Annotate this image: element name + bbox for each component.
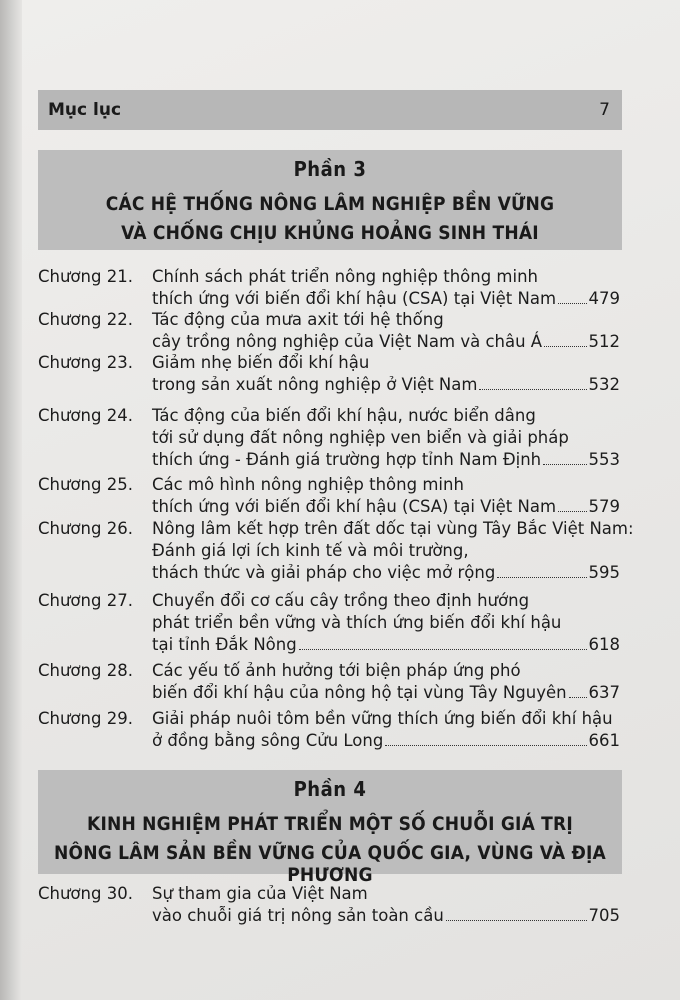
part-3-label: Phần 3: [293, 157, 367, 181]
chapter-title-line: ở đồng bằng sông Cửu Long: [152, 731, 384, 750]
chapter-number: Chương 29.: [38, 709, 133, 728]
chapter-title-line: Chuyển đổi cơ cấu cây trồng theo định hướng: [152, 591, 530, 610]
part-3-title-line-2: VÀ CHỐNG CHỊU KHỦNG HOẢNG SINH THÁI: [121, 222, 539, 244]
chapter-title-last-line: [152, 449, 620, 471]
chapter-title-line: Giảm nhẹ biến đổi khí hậu: [152, 353, 370, 372]
dot-leader: [569, 682, 587, 698]
header-title: Mục lục: [48, 100, 122, 120]
part-4-label: Phần 4: [293, 777, 367, 801]
book-spine-edge: [0, 0, 22, 1000]
chapter-title-line: cây trồng nông nghiệp của Việt Nam và châu Á: [152, 332, 543, 351]
chapter-title: [152, 590, 620, 656]
page-number: 7: [599, 100, 610, 120]
chapter-title-line: thích ứng với biến đổi khí hậu (CSA) tại Việt Nam: [152, 289, 557, 308]
chapter-title-line: tại tỉnh Đắk Nông: [152, 635, 297, 654]
chapter-title-last-line: [152, 288, 620, 310]
chapter-number: Chương 23.: [38, 353, 133, 372]
dot-leader: [558, 496, 586, 512]
chapter-title-line: biến đổi khí hậu của nông hộ tại vùng Tây Nguyên: [152, 683, 567, 702]
chapter-title-line: thách thức và giải pháp cho việc mở rộng: [152, 563, 496, 582]
chapter-title-line: Tác động của biến đổi khí hậu, nước biển dâng: [152, 406, 536, 425]
chapter-title-line: vào chuỗi giá trị nông sản toàn cầu: [152, 906, 444, 925]
chapter-title-last-line: [152, 730, 620, 752]
chapter-title-line: Sự tham gia của Việt Nam: [152, 884, 368, 903]
part-4-title-line-1: KINH NGHIỆM PHÁT TRIỂN MỘT SỐ CHUỖI GIÁ TRỊ: [87, 813, 573, 835]
chapter-title-line: tới sử dụng đất nông nghiệp ven biển và giải pháp: [152, 428, 569, 447]
part-4-heading: [38, 770, 622, 886]
dot-leader: [558, 288, 586, 304]
chapter-number: Chương 28.: [38, 661, 133, 680]
chapter-number: Chương 24.: [38, 406, 133, 425]
chapter-title: [152, 708, 620, 752]
chapter-title-line: Chính sách phát triển nông nghiệp thông minh: [152, 267, 538, 286]
chapter-title-last-line: [152, 562, 620, 584]
chapter-title-last-line: [152, 331, 620, 353]
part-3-heading: [38, 150, 622, 250]
dot-leader: [497, 562, 586, 578]
chapter-title-last-line: [152, 634, 620, 656]
chapter-title-line: trong sản xuất nông nghiệp ở Việt Nam: [152, 375, 478, 394]
chapter-title-line: Giải pháp nuôi tôm bền vững thích ứng biến đổi khí hậu: [152, 709, 613, 728]
chapter-page-number: 661: [588, 731, 620, 750]
chapter-page-number: 595: [588, 563, 620, 582]
dot-leader: [385, 730, 586, 746]
chapter-page-number: 637: [588, 683, 620, 702]
chapter-title-line: thích ứng - Đánh giá trường hợp tỉnh Nam Định: [152, 450, 542, 469]
chapter-number: Chương 25.: [38, 475, 133, 494]
chapter-title: [152, 883, 620, 927]
chapter-title-line: Nông lâm kết hợp trên đất dốc tại vùng Tây Bắc Việt Nam:: [152, 519, 634, 538]
chapter-title: [152, 309, 620, 353]
chapter-title-last-line: [152, 905, 620, 927]
chapter-title-line: Các yếu tố ảnh hưởng tới biện pháp ứng phó: [152, 661, 521, 680]
chapter-title-line: phát triển bền vững và thích ứng biến đổi khí hậu: [152, 613, 562, 632]
chapter-title-last-line: [152, 496, 620, 518]
chapter-page-number: 579: [588, 497, 620, 516]
chapter-title: [152, 266, 620, 310]
chapter-page-number: 553: [588, 450, 620, 469]
chapter-title: [152, 352, 620, 396]
chapter-number: Chương 27.: [38, 591, 133, 610]
part-4-title-line-2: NÔNG LÂM SẢN BỀN VỮNG CỦA QUỐC GIA, VÙNG VÀ ĐỊA PHƯƠNG: [54, 842, 606, 886]
chapter-number: Chương 21.: [38, 267, 133, 286]
chapter-title: [152, 474, 620, 518]
page-header: [38, 90, 622, 130]
dot-leader: [544, 331, 586, 347]
dot-leader: [299, 634, 587, 650]
chapter-title-line: Tác động của mưa axit tới hệ thống: [152, 310, 444, 329]
chapter-number: Chương 22.: [38, 310, 133, 329]
chapter-number: Chương 26.: [38, 519, 133, 538]
chapter-page-number: 479: [588, 289, 620, 308]
chapter-page-number: 705: [588, 906, 620, 925]
part-3-title-line-1: CÁC HỆ THỐNG NÔNG LÂM NGHIỆP BỀN VỮNG: [105, 193, 555, 215]
chapter-title: [152, 660, 620, 704]
chapter-page-number: 512: [588, 332, 620, 351]
dot-leader: [543, 449, 586, 465]
chapter-page-number: 532: [588, 375, 620, 394]
chapter-title: [152, 518, 634, 584]
chapter-title-line: Đánh giá lợi ích kinh tế và môi trường,: [152, 541, 469, 560]
chapter-title: [152, 405, 620, 471]
chapter-title-line: Các mô hình nông nghiệp thông minh: [152, 475, 464, 494]
chapter-number: Chương 30.: [38, 884, 133, 903]
chapter-title-line: thích ứng với biến đổi khí hậu (CSA) tại Việt Nam: [152, 497, 557, 516]
dot-leader: [446, 905, 587, 921]
chapter-page-number: 618: [588, 635, 620, 654]
chapter-title-last-line: [152, 374, 620, 396]
chapter-title-last-line: [152, 682, 620, 704]
dot-leader: [479, 374, 586, 390]
